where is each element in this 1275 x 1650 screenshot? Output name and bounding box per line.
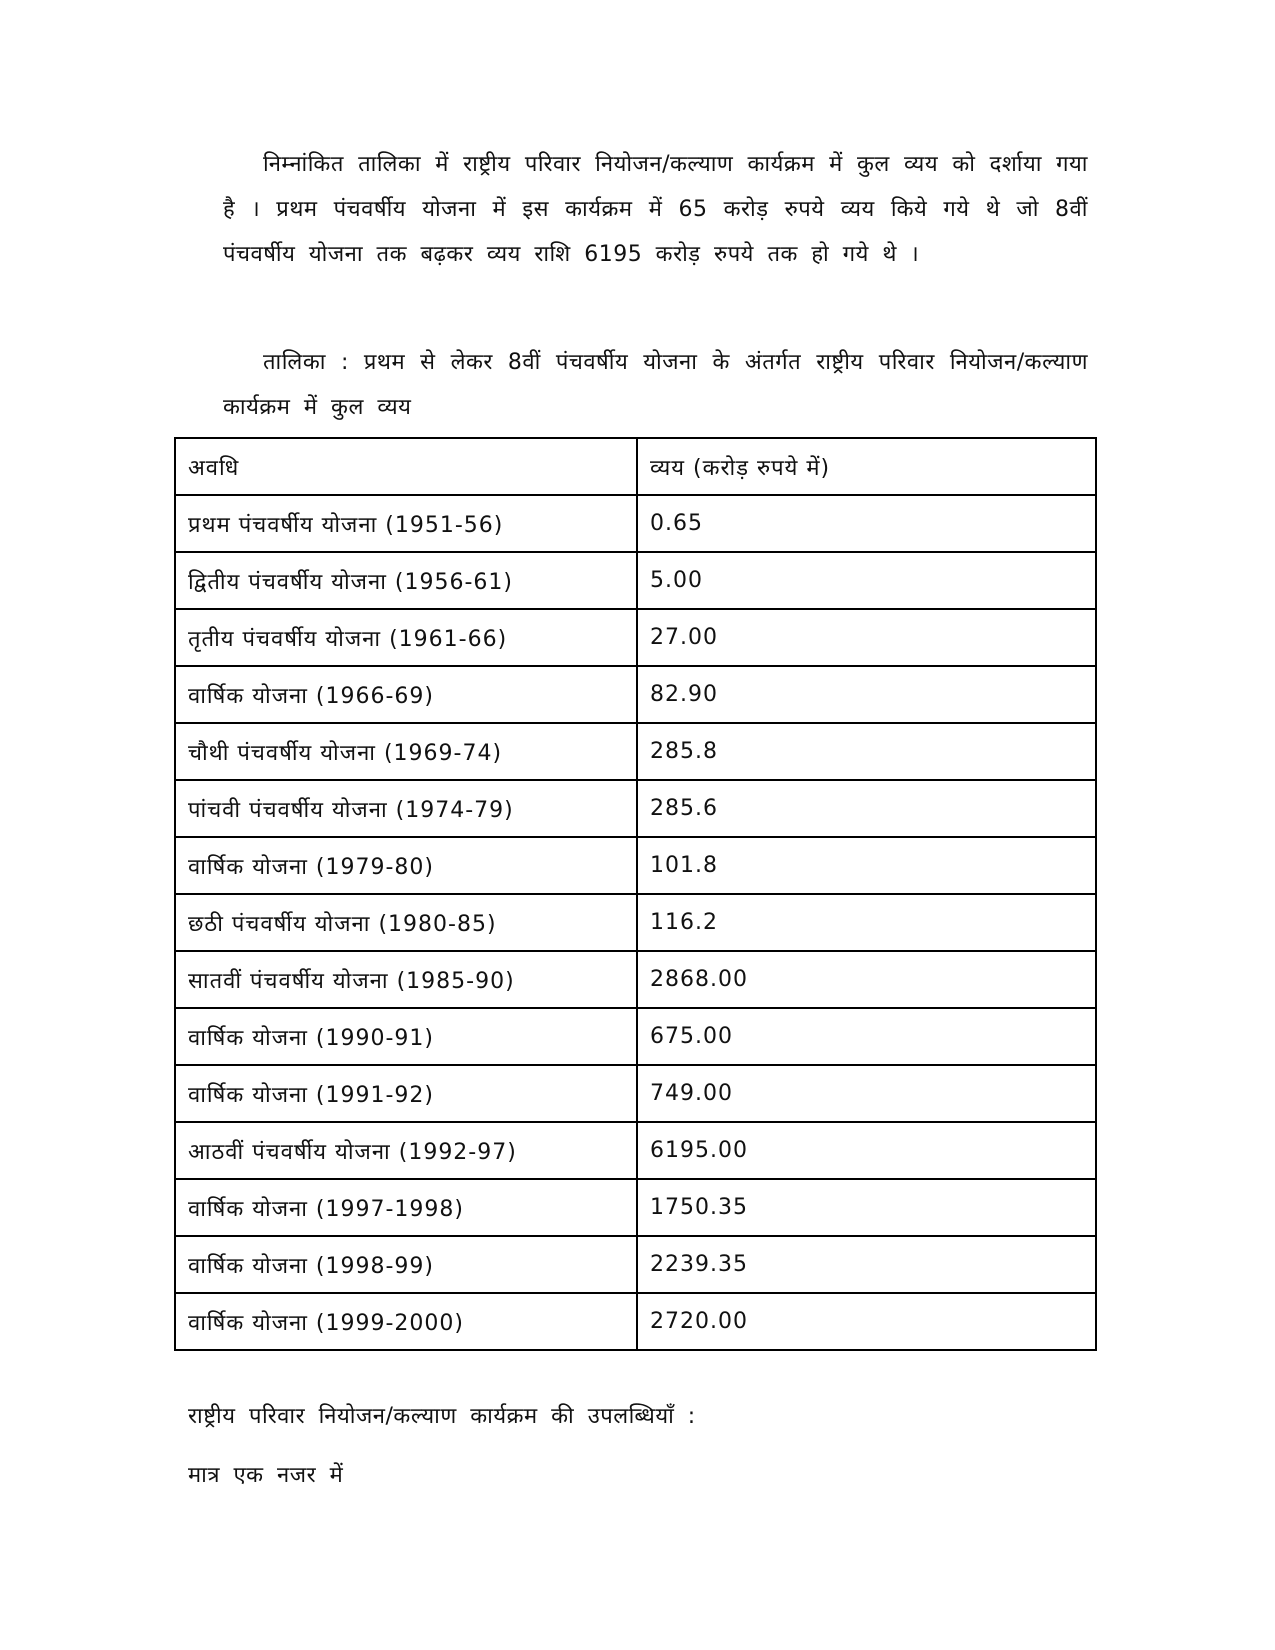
period-cell: सातवीं पंचवर्षीय योजना (1985-90)	[175, 951, 637, 1008]
period-cell: वार्षिक योजना (1997-1998)	[175, 1179, 637, 1236]
table-row	[175, 951, 1096, 1008]
expenditure-cell: 5.00	[637, 552, 1096, 609]
table-row	[175, 495, 1096, 552]
table-row	[175, 552, 1096, 609]
expenditure-cell: 2720.00	[637, 1293, 1096, 1350]
table-caption: तालिका : प्रथम से लेकर 8वीं पंचवर्षीय योजना के अंतर्गत राष्ट्रीय परिवार नियोजन/कल्याण कार्यक्रम में कुल व्यय	[223, 350, 1088, 420]
expenditure-cell: 0.65	[637, 495, 1096, 552]
table-row	[175, 1179, 1096, 1236]
table-row	[175, 666, 1096, 723]
period-cell: चौथी पंचवर्षीय योजना (1969-74)	[175, 723, 637, 780]
expenditure-cell: 2239.35	[637, 1236, 1096, 1293]
intro-paragraph: निम्नांकित तालिका में राष्ट्रीय परिवार नियोजन/कल्याण कार्यक्रम में कुल व्यय को दर्शाया गया है । प्रथम पंचवर्षीय योजना में इस कार्यक्रम में 65 करोड़ रुपये व्यय किये गये थे जो 8वीं पंचवर्षीय योजना तक बढ़कर व्यय राशि 6195 करोड़ रुपये तक हो गये थे ।	[223, 152, 1088, 267]
period-cell: वार्षिक योजना (1979-80)	[175, 837, 637, 894]
header-expenditure: व्यय (करोड़ रुपये में)	[637, 438, 1096, 495]
table-row	[175, 1008, 1096, 1065]
table-row	[175, 1293, 1096, 1350]
table-body	[175, 495, 1096, 1350]
period-cell: वार्षिक योजना (1966-69)	[175, 666, 637, 723]
period-cell: आठवीं पंचवर्षीय योजना (1992-97)	[175, 1122, 637, 1179]
expenditure-cell: 101.8	[637, 837, 1096, 894]
period-cell: वार्षिक योजना (1990-91)	[175, 1008, 637, 1065]
expenditure-cell: 6195.00	[637, 1122, 1096, 1179]
expenditure-cell: 82.90	[637, 666, 1096, 723]
table-row	[175, 609, 1096, 666]
expenditure-cell: 749.00	[637, 1065, 1096, 1122]
header-period: अवधि	[175, 438, 637, 495]
period-cell: वार्षिक योजना (1991-92)	[175, 1065, 637, 1122]
period-cell: द्वितीय पंचवर्षीय योजना (1956-61)	[175, 552, 637, 609]
table-row	[175, 1065, 1096, 1122]
table-row	[175, 837, 1096, 894]
expenditure-cell: 2868.00	[637, 951, 1096, 1008]
table-row	[175, 1122, 1096, 1179]
expenditure-cell: 27.00	[637, 609, 1096, 666]
period-cell: प्रथम पंचवर्षीय योजना (1951-56)	[175, 495, 637, 552]
expenditure-table	[174, 437, 1097, 1351]
expenditure-cell: 1750.35	[637, 1179, 1096, 1236]
expenditure-cell: 675.00	[637, 1008, 1096, 1065]
table-header-row	[175, 438, 1096, 495]
table-row	[175, 1236, 1096, 1293]
expenditure-cell: 116.2	[637, 894, 1096, 951]
glance-heading: मात्र एक नजर में	[188, 1463, 344, 1488]
achievements-heading: राष्ट्रीय परिवार नियोजन/कल्याण कार्यक्रम की उपलब्धियाँ :	[188, 1404, 696, 1429]
period-cell: छठी पंचवर्षीय योजना (1980-85)	[175, 894, 637, 951]
period-cell: वार्षिक योजना (1998-99)	[175, 1236, 637, 1293]
period-cell: पांचवी पंचवर्षीय योजना (1974-79)	[175, 780, 637, 837]
table-row	[175, 723, 1096, 780]
expenditure-cell: 285.8	[637, 723, 1096, 780]
period-cell: तृतीय पंचवर्षीय योजना (1961-66)	[175, 609, 637, 666]
table-row	[175, 780, 1096, 837]
table-row	[175, 894, 1096, 951]
period-cell: वार्षिक योजना (1999-2000)	[175, 1293, 637, 1350]
expenditure-cell: 285.6	[637, 780, 1096, 837]
